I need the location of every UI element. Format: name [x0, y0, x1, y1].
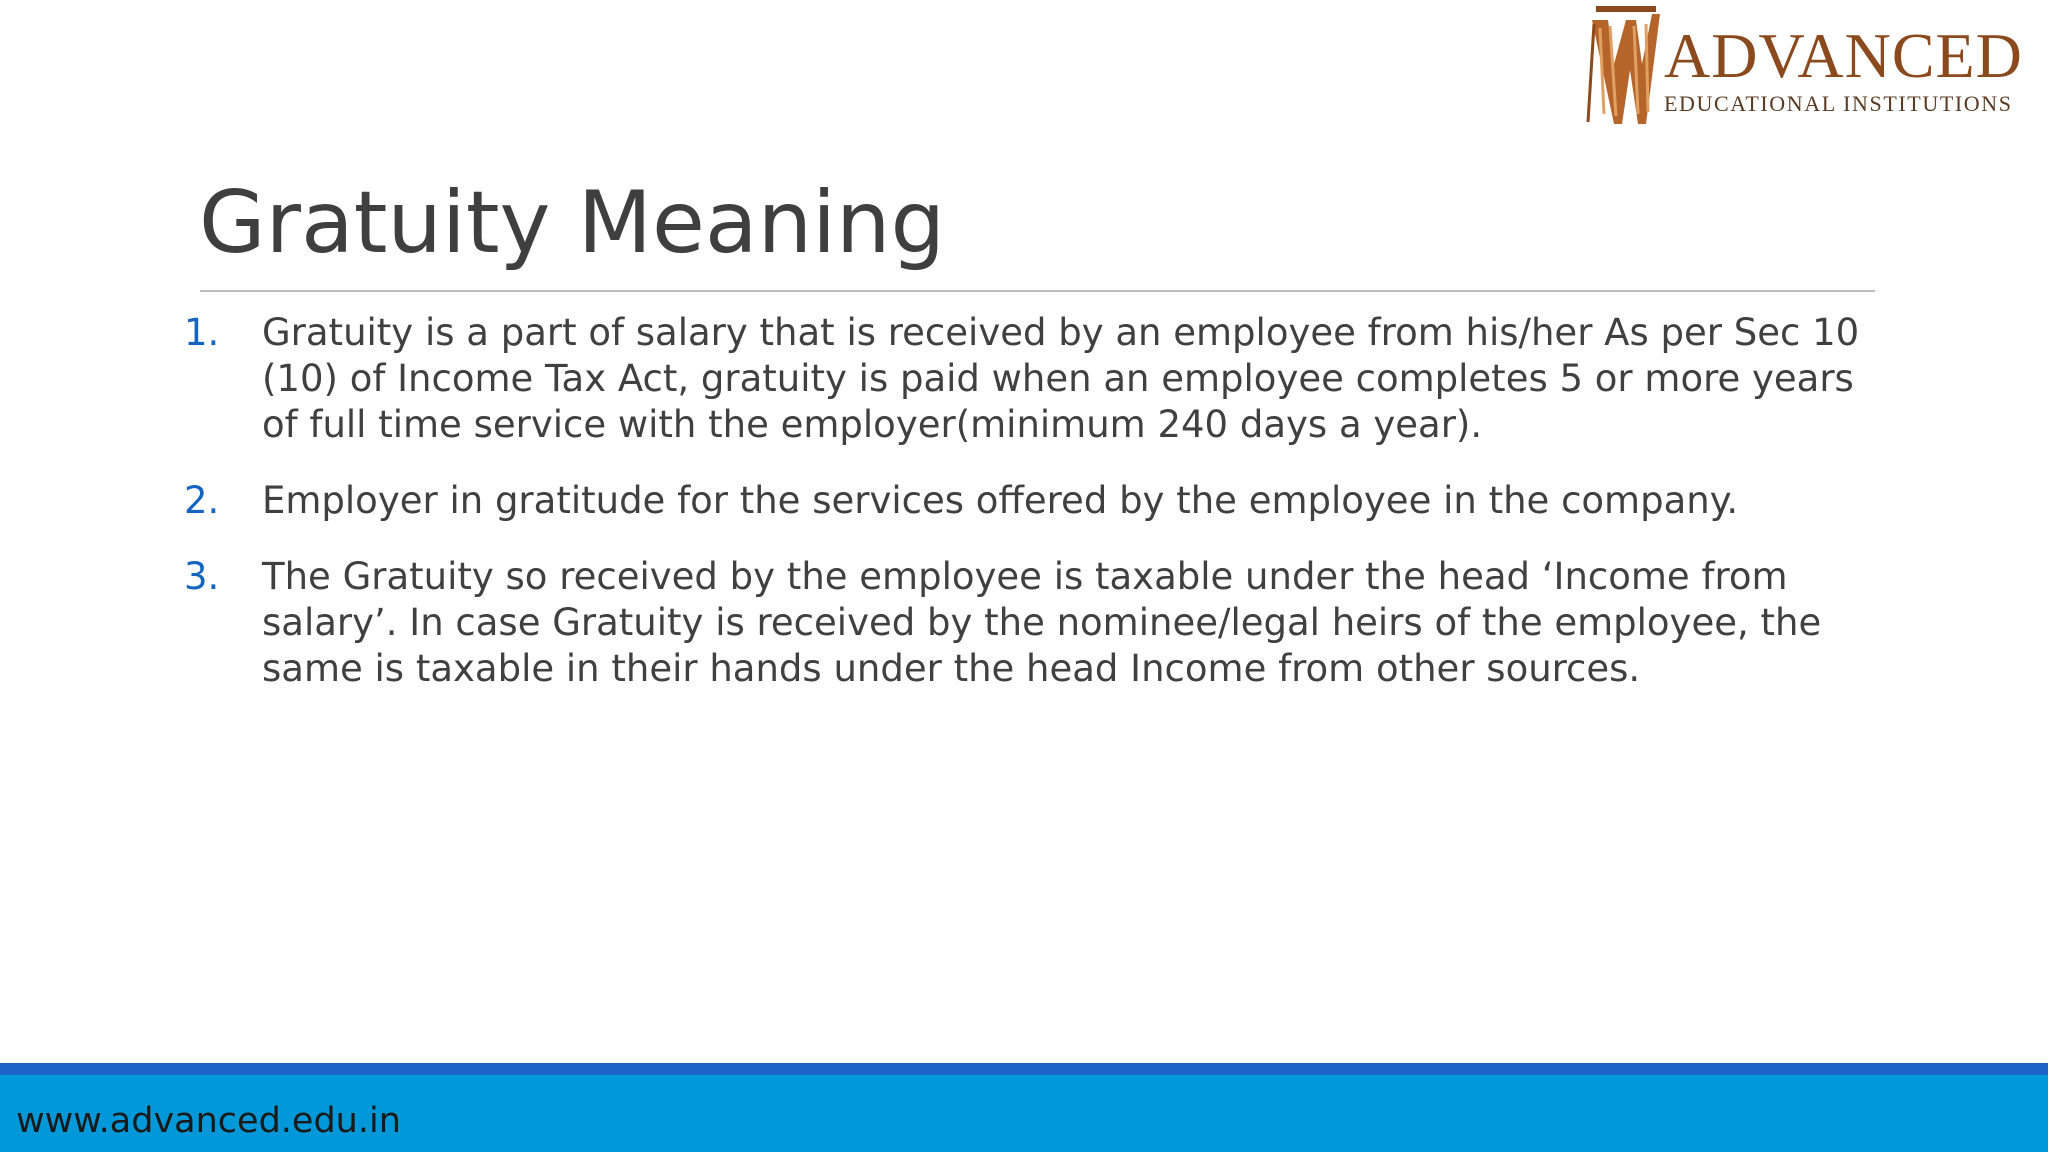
footer-bar	[0, 1063, 2048, 1152]
list-item	[182, 310, 1882, 448]
list-text: The Gratuity so received by the employee is taxable under the head ‘Income from salary’. In case Gratuity is received by the nominee/legal heirs of the employee, the same is taxable in their hands under the head Income from other sources.	[262, 555, 1822, 690]
logo-name: ADVANCED	[1664, 20, 2023, 91]
footer-stripe	[0, 1063, 2048, 1075]
slide-title: Gratuity Meaning	[199, 173, 946, 273]
list-item	[182, 478, 1882, 524]
list-number: 1.	[184, 311, 220, 354]
advanced-logo	[1586, 4, 2036, 128]
list-number: 2.	[184, 479, 220, 522]
columns-logo-icon	[1586, 4, 1662, 128]
list-text: Gratuity is a part of salary that is received by an employee from his/her As per Sec 10 (10) of Income Tax Act, gratuity is paid when an employee completes 5 or more years of full time service with the employer(minimum 240 days a year).	[262, 311, 1860, 446]
title-divider	[200, 290, 1875, 292]
points-list	[182, 310, 1882, 722]
logo-subtitle: EDUCATIONAL INSTITUTIONS	[1664, 91, 2013, 116]
list-number: 3.	[184, 555, 220, 598]
list-item	[182, 554, 1882, 692]
list-text: Employer in gratitude for the services offered by the employee in the company.	[262, 479, 1739, 522]
website-url[interactable]: www.advanced.edu.in	[16, 1101, 401, 1141]
